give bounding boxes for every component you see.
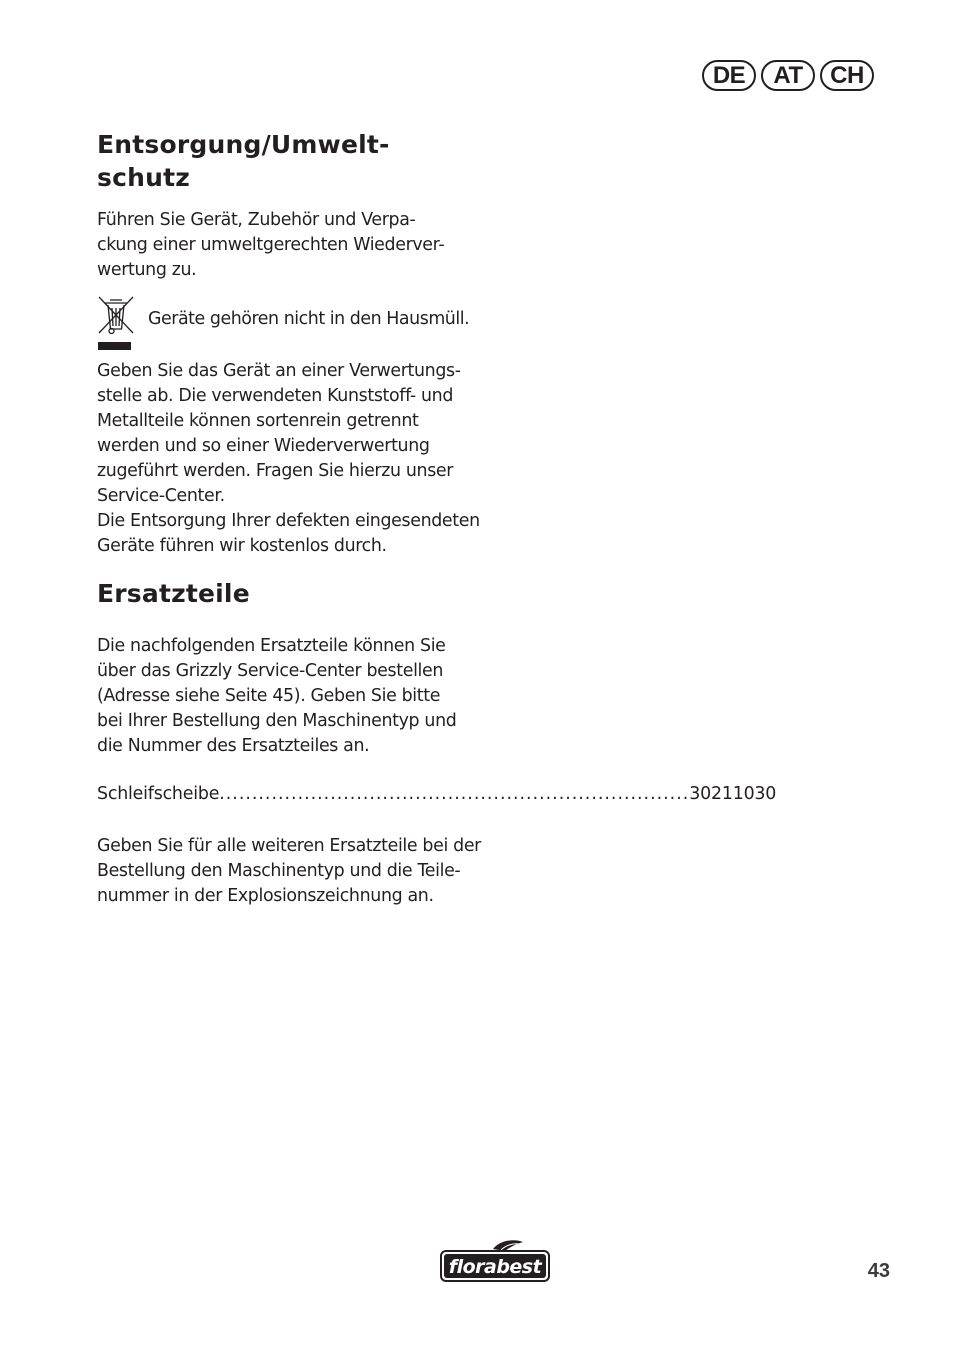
- disposal-intro: Führen Sie Gerät, Zubehör und Verpa- ckung einer umweltgerechten Wiederver- wertung zu.: [97, 210, 445, 280]
- disposal-heading: Entsorgung/Umwelt- schutz: [97, 130, 390, 192]
- country-badge-ch: CH: [820, 60, 874, 91]
- country-badges: [702, 60, 874, 91]
- disposal-body: Geben Sie das Gerät an einer Verwertungs- stelle ab. Die verwendeten Kunststoff- und Metallteile können sortenrein getrennt werden und so einer Wiederverwertung zugeführt werden. Fragen Sie hierzu unser Service-Center. Die Entsorgung Ihrer defekten eingesendeten Geräte führen wir kostenlos durch.: [97, 361, 480, 556]
- spare-parts-note: Geben Sie für alle weiteren Ersatzteile bei der Bestellung den Maschinentyp und die Teile- nummer in der Explosionszeichnung an.: [97, 836, 481, 906]
- spare-part-row: [97, 784, 777, 804]
- spare-part-name: Schleifscheibe: [97, 784, 220, 804]
- crossed-out-wheelie-bin-icon: [97, 295, 135, 353]
- bin-notice: [97, 295, 497, 353]
- florabest-logo: [439, 1238, 551, 1284]
- page-number: 43: [867, 1260, 890, 1282]
- spare-parts-intro: Die nachfolgenden Ersatzteile können Sie über das Grizzly Service-Center bestellen (Adresse siehe Seite 45). Geben Sie bitte bei Ihrer Bestellung den Maschinentyp und die Nummer des Ersatzteiles an.: [97, 636, 457, 756]
- country-badge-de: DE: [702, 60, 756, 91]
- bin-note: Geräte gehören nicht in den Hausmüll.: [148, 309, 470, 329]
- country-badge-at: AT: [761, 60, 815, 91]
- leader-dots: ........................................................................: [219, 784, 690, 804]
- logo-wordmark: florabest: [448, 1256, 542, 1278]
- spare-parts-heading: Ersatzteile: [97, 579, 250, 608]
- spare-part-number: 30211030: [689, 784, 777, 804]
